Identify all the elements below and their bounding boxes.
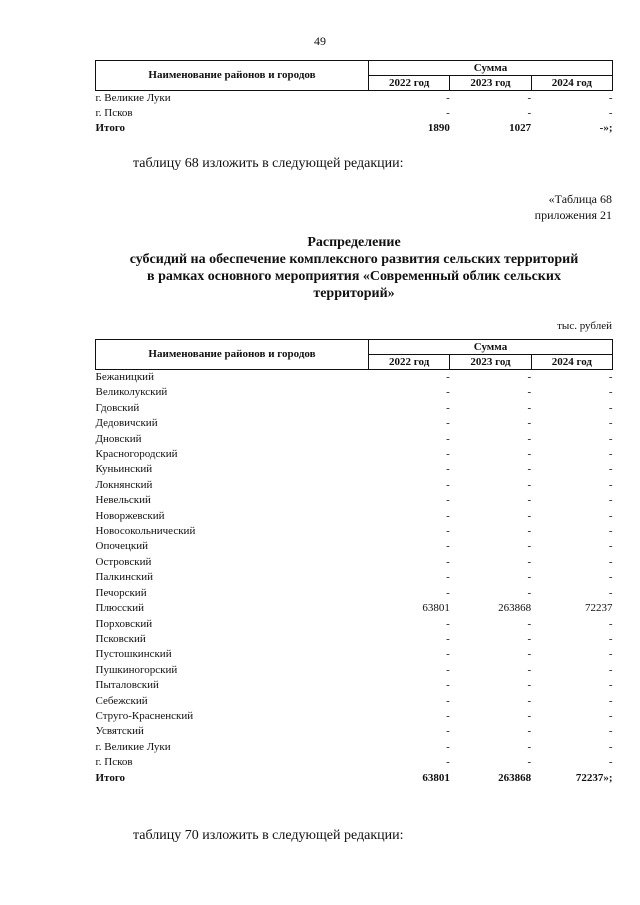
cell-year-2023: 263868 xyxy=(498,771,532,784)
cell-year-2022: - xyxy=(446,571,450,584)
table-total-row xyxy=(96,121,613,136)
table-row xyxy=(96,678,613,693)
cell-year-2023: - xyxy=(527,756,532,769)
cell-year-2023: - xyxy=(527,478,532,491)
cell-name: Островский xyxy=(95,555,152,568)
cell-year-2024: 72237»; xyxy=(575,771,613,784)
cell-name: Гдовский xyxy=(95,401,140,414)
table-row xyxy=(96,663,613,678)
header-year-2024: 2024 год xyxy=(531,76,612,91)
cell-year-2024: -»; xyxy=(599,122,613,134)
paragraph-table-68: таблицу 68 изложить в следующей редакции: xyxy=(133,156,404,171)
cell-year-2022: - xyxy=(446,663,450,676)
cell-year-2023: - xyxy=(527,371,532,383)
cell-year-2022: - xyxy=(446,478,450,491)
units-label: тыс. рублей xyxy=(557,320,612,332)
cell-year-2023: - xyxy=(527,401,532,414)
cell-year-2023: - xyxy=(527,92,532,104)
table-row xyxy=(96,432,613,447)
cell-year-2023: - xyxy=(527,107,532,119)
cell-year-2022: - xyxy=(446,540,450,553)
cell-year-2023: - xyxy=(527,494,532,507)
header-year-2022: 2022 год xyxy=(369,76,450,91)
cell-year-2024: - xyxy=(608,756,613,769)
cell-year-2022: - xyxy=(446,371,450,383)
header-name-col: Наименование районов и городов xyxy=(96,340,369,370)
cell-year-2023: - xyxy=(527,586,532,599)
cell-year-2022: - xyxy=(446,648,450,661)
heading-line3: в рамках основного мероприятия «Современный облик сельских xyxy=(147,269,561,284)
cell-year-2023: - xyxy=(527,571,532,584)
cell-year-2023: - xyxy=(527,555,532,568)
cell-year-2024: - xyxy=(608,571,613,584)
cell-year-2024: - xyxy=(608,107,613,119)
header-year-2022: 2022 год xyxy=(369,355,450,370)
cell-year-2024: - xyxy=(608,463,613,476)
paragraph-table-70: таблицу 70 изложить в следующей редакции: xyxy=(133,828,404,843)
cell-year-2023: - xyxy=(527,663,532,676)
cell-name: Куньинский xyxy=(95,463,153,476)
cell-name: Итого xyxy=(95,771,126,784)
table-row xyxy=(96,509,613,524)
cell-year-2023: - xyxy=(527,525,532,538)
cell-year-2023: - xyxy=(527,386,532,399)
cell-name: Опочецкий xyxy=(95,540,148,553)
cell-year-2024: - xyxy=(608,555,613,568)
table-row xyxy=(96,586,613,601)
cell-name: Пыталовский xyxy=(95,679,159,692)
cell-year-2022: - xyxy=(446,386,450,399)
cell-year-2022: 1890 xyxy=(427,122,450,134)
cell-name: г. Псков xyxy=(95,107,133,119)
cell-year-2024: - xyxy=(608,401,613,414)
table-reference xyxy=(535,191,612,223)
table-reference-line1: «Таблица 68 xyxy=(548,192,612,206)
cell-year-2023: - xyxy=(527,725,532,738)
cell-year-2024: 72237 xyxy=(585,602,613,615)
table-row xyxy=(96,493,613,508)
cell-year-2024: - xyxy=(608,448,613,461)
cell-name: г. Великие Луки xyxy=(95,92,171,104)
cell-year-2024: - xyxy=(608,525,613,538)
cell-year-2024: - xyxy=(608,386,613,399)
cell-year-2023: - xyxy=(527,509,532,522)
page-number: 49 xyxy=(314,34,326,48)
cell-name: Струго-Красненский xyxy=(95,709,194,722)
cell-year-2023: - xyxy=(527,448,532,461)
table-row xyxy=(96,370,613,386)
cell-year-2022: - xyxy=(446,432,450,445)
cell-year-2022: - xyxy=(446,756,450,769)
cell-name: Дновский xyxy=(95,432,142,445)
table-row xyxy=(96,647,613,662)
cell-name: г. Псков xyxy=(95,756,133,769)
cell-year-2022: - xyxy=(446,494,450,507)
cell-year-2023: - xyxy=(527,617,532,630)
cell-name: Бежаницкий xyxy=(95,371,154,383)
cell-year-2024: - xyxy=(608,432,613,445)
table-row xyxy=(96,617,613,632)
cell-year-2022: - xyxy=(446,555,450,568)
cell-name: Усвятский xyxy=(95,725,144,738)
cell-year-2022: - xyxy=(446,525,450,538)
cell-year-2024: - xyxy=(608,648,613,661)
cell-year-2023: - xyxy=(527,709,532,722)
table-row xyxy=(96,91,613,107)
cell-name: Великолукский xyxy=(95,386,168,399)
header-name-col: Наименование районов и городов xyxy=(96,61,369,91)
cell-name: Пустошкинский xyxy=(95,648,172,661)
cell-year-2024: - xyxy=(608,509,613,522)
table-row xyxy=(96,401,613,416)
table-total-row xyxy=(96,771,613,786)
table-top xyxy=(95,60,613,136)
table-row xyxy=(96,555,613,570)
cell-year-2024: - xyxy=(608,92,613,104)
cell-year-2024: - xyxy=(608,371,613,383)
cell-year-2023: - xyxy=(527,432,532,445)
table-row xyxy=(96,478,613,493)
cell-year-2024: - xyxy=(608,709,613,722)
cell-year-2022: - xyxy=(446,632,450,645)
table-row xyxy=(96,447,613,462)
table-row xyxy=(96,755,613,770)
cell-year-2024: - xyxy=(608,540,613,553)
cell-year-2024: - xyxy=(608,632,613,645)
cell-year-2022: - xyxy=(446,448,450,461)
cell-year-2022: - xyxy=(446,463,450,476)
header-sum-col: Сумма xyxy=(369,61,613,76)
cell-name: г. Великие Луки xyxy=(95,740,171,753)
table-row xyxy=(96,724,613,739)
cell-name: Новоржевский xyxy=(95,509,165,522)
table-top-body xyxy=(96,91,613,137)
cell-year-2022: 63801 xyxy=(422,771,450,784)
cell-name: Красногородский xyxy=(95,448,178,461)
cell-year-2022: - xyxy=(446,679,450,692)
table-row xyxy=(96,416,613,431)
cell-year-2023: - xyxy=(527,648,532,661)
cell-year-2023: - xyxy=(527,740,532,753)
cell-year-2023: - xyxy=(527,679,532,692)
table-row xyxy=(96,601,613,616)
table-row xyxy=(96,385,613,400)
cell-name: Пушкиногорский xyxy=(95,663,178,676)
cell-year-2022: - xyxy=(446,92,450,104)
cell-name: Новосокольнический xyxy=(95,525,196,538)
cell-year-2022: - xyxy=(446,694,450,707)
cell-year-2022: - xyxy=(446,725,450,738)
table-row xyxy=(96,709,613,724)
table-heading xyxy=(95,234,613,302)
cell-year-2024: - xyxy=(608,617,613,630)
cell-year-2022: - xyxy=(446,617,450,630)
header-sum-col: Сумма xyxy=(369,340,613,355)
table-row xyxy=(96,694,613,709)
cell-year-2022: - xyxy=(446,709,450,722)
table-main-body xyxy=(96,370,613,786)
cell-year-2022: - xyxy=(446,740,450,753)
cell-year-2022: - xyxy=(446,417,450,430)
cell-name: Псковский xyxy=(95,632,146,645)
cell-name: Локнянский xyxy=(95,478,153,491)
table-row xyxy=(96,632,613,647)
cell-year-2022: - xyxy=(446,401,450,414)
table-row xyxy=(96,570,613,585)
table-main xyxy=(95,339,613,786)
heading-line1: Распределение xyxy=(307,235,401,250)
cell-year-2023: 1027 xyxy=(509,122,532,134)
cell-year-2024: - xyxy=(608,740,613,753)
table-row xyxy=(96,106,613,121)
header-year-2023: 2023 год xyxy=(450,355,531,370)
cell-name: Дедовичский xyxy=(95,417,158,430)
cell-name: Невельский xyxy=(95,494,151,507)
cell-year-2024: - xyxy=(608,663,613,676)
table-row xyxy=(96,539,613,554)
heading-line2: субсидий на обеспечение комплексного развития сельских территорий xyxy=(129,252,579,267)
cell-year-2023: - xyxy=(527,632,532,645)
cell-year-2022: 63801 xyxy=(422,602,450,615)
cell-year-2022: - xyxy=(446,586,450,599)
heading-line4: территорий» xyxy=(313,286,395,301)
cell-year-2023: - xyxy=(527,463,532,476)
header-year-2023: 2023 год xyxy=(450,76,531,91)
table-row xyxy=(96,462,613,477)
cell-year-2023: - xyxy=(527,540,532,553)
cell-year-2024: - xyxy=(608,586,613,599)
header-year-2024: 2024 год xyxy=(531,355,612,370)
cell-name: Печорский xyxy=(95,586,147,599)
cell-year-2024: - xyxy=(608,478,613,491)
cell-name: Себежский xyxy=(95,694,148,707)
table-reference-line2: приложения 21 xyxy=(534,208,612,222)
cell-year-2023: - xyxy=(527,417,532,430)
cell-name: Итого xyxy=(95,122,126,134)
cell-name: Плюсский xyxy=(95,602,145,615)
cell-year-2022: - xyxy=(446,509,450,522)
table-row xyxy=(96,524,613,539)
cell-year-2024: - xyxy=(608,694,613,707)
cell-year-2023: - xyxy=(527,694,532,707)
table-row xyxy=(96,740,613,755)
cell-year-2024: - xyxy=(608,679,613,692)
cell-year-2022: - xyxy=(446,107,450,119)
cell-year-2024: - xyxy=(608,494,613,507)
cell-year-2023: 263868 xyxy=(498,602,532,615)
cell-year-2024: - xyxy=(608,417,613,430)
cell-name: Палкинский xyxy=(95,571,154,584)
cell-year-2024: - xyxy=(608,725,613,738)
cell-name: Порховский xyxy=(95,617,153,630)
